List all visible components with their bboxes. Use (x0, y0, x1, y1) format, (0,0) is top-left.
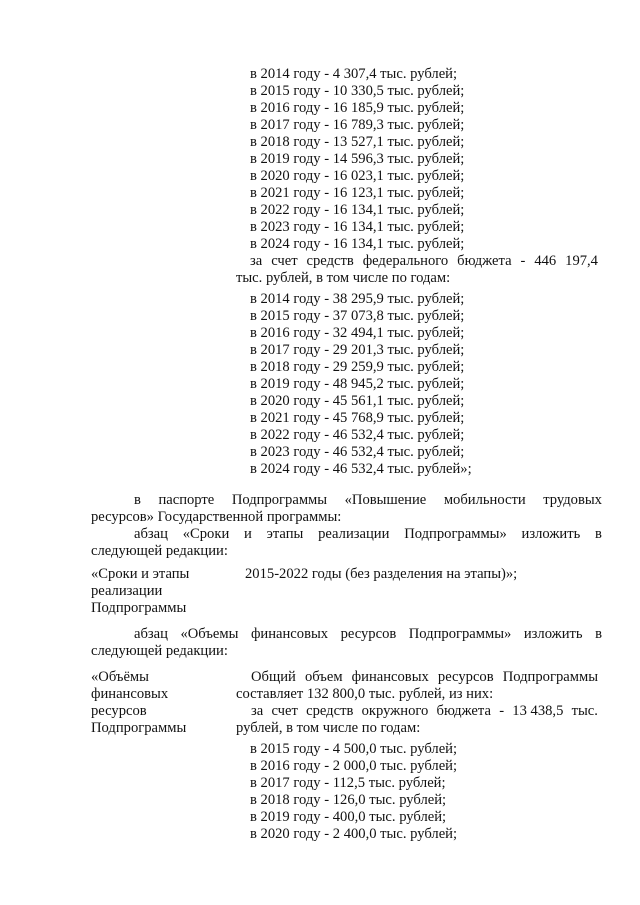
federal-year-2018: в 2018 году - 29 259,9 тыс. рублей; (250, 359, 465, 375)
word: средств (306, 253, 354, 269)
passport-paragraph-line-2: ресурсов» Государственной программы: (91, 509, 342, 525)
word: и (244, 526, 252, 542)
district-year-2015: в 2015 году - 4 500,0 тыс. рублей; (250, 741, 458, 757)
federal-year-2016: в 2016 году - 32 494,1 тыс. рублей; (250, 325, 465, 341)
regional-year-2014: в 2014 году - 4 307,4 тыс. рублей; (250, 66, 458, 82)
word: трудовых (543, 492, 602, 508)
federal-year-2022: в 2022 году - 46 532,4 тыс. рублей; (250, 427, 465, 443)
word: Подпрограммы» (408, 626, 512, 642)
word: тыс. (571, 703, 598, 719)
word: ресурсов (437, 669, 494, 685)
federal-year-2020: в 2020 году - 45 561,1 тыс. рублей; (250, 393, 465, 409)
regional-year-2019: в 2019 году - 14 596,3 тыс. рублей; (250, 151, 465, 167)
word: за (251, 703, 264, 719)
word: Подпрограммы (231, 492, 328, 508)
district-year-2018: в 2018 году - 126,0 тыс. рублей; (250, 792, 447, 808)
word: 13 438,5 (512, 703, 564, 719)
regional-year-2021: в 2021 году - 16 123,1 тыс. рублей; (250, 185, 465, 201)
word: бюджета (436, 703, 491, 719)
regional-year-2024: в 2024 году - 16 134,1 тыс. рублей; (250, 236, 465, 252)
regional-year-2023: в 2023 году - 16 134,1 тыс. рублей; (250, 219, 465, 235)
word: счет (271, 253, 298, 269)
word: «Сроки (182, 526, 230, 542)
district-year-2016: в 2016 году - 2 000,0 тыс. рублей; (250, 758, 458, 774)
federal-year-2021: в 2021 году - 45 768,9 тыс. рублей; (250, 410, 465, 426)
word: в (595, 626, 602, 642)
obemy-label-line-1: «Объёмы (91, 669, 149, 685)
word: финансовых (250, 626, 329, 642)
federal-year-2024: в 2024 году - 46 532,4 тыс. рублей»; (250, 461, 472, 477)
word: абзац (134, 626, 168, 642)
word: в (134, 492, 141, 508)
word: «Повышение (344, 492, 427, 508)
word: этапы (266, 526, 304, 542)
word: реализации (318, 526, 390, 542)
word: окружного (361, 703, 429, 719)
district-year-2017: в 2017 году - 112,5 тыс. рублей; (250, 775, 446, 791)
passport-paragraph-line-1 (134, 492, 602, 509)
word: абзац (134, 526, 168, 542)
word: за (250, 253, 263, 269)
word: изложить (523, 626, 583, 642)
word: 446 (534, 253, 557, 269)
sroki-label-line-2: реализации (91, 583, 163, 599)
word: изложить (521, 526, 581, 542)
abzac-obemy-line-1 (134, 626, 602, 643)
obemy-label-line-4: Подпрограммы (91, 720, 187, 736)
obemy-total-line-2: составляет 132 800,0 тыс. рублей, из них: (236, 686, 494, 702)
word: Подпрограммы (502, 669, 598, 685)
obemy-district-line-2: рублей, в том числе по годам: (236, 720, 421, 736)
word: Общий (251, 669, 296, 685)
word: - (520, 253, 526, 269)
word: средств (306, 703, 354, 719)
obemy-label-line-2: финансовых (91, 686, 169, 702)
abzac-sroki-line-1 (134, 526, 602, 543)
word: финансовых (351, 669, 429, 685)
federal-year-2019: в 2019 году - 48 945,2 тыс. рублей; (250, 376, 465, 392)
federal-year-2017: в 2017 году - 29 201,3 тыс. рублей; (250, 342, 465, 358)
abzac-sroki-line-2: следующей редакции: (91, 543, 228, 559)
word: «Объемы (180, 626, 239, 642)
word: бюджета (457, 253, 512, 269)
federal-budget-line (250, 253, 598, 270)
regional-year-2017: в 2017 году - 16 789,3 тыс. рублей; (250, 117, 465, 133)
word: Подпрограммы» (404, 526, 507, 542)
sroki-label-line-1: «Сроки и этапы (91, 566, 190, 582)
district-year-2020: в 2020 году - 2 400,0 тыс. рублей; (250, 826, 458, 842)
word: 197,4 (565, 253, 598, 269)
regional-year-2016: в 2016 году - 16 185,9 тыс. рублей; (250, 100, 465, 116)
word: мобильности (443, 492, 526, 508)
word: счет (271, 703, 298, 719)
word: - (499, 703, 505, 719)
obemy-total-line-1 (251, 669, 598, 686)
federal-year-2023: в 2023 году - 46 532,4 тыс. рублей; (250, 444, 465, 460)
federal-year-2015: в 2015 году - 37 073,8 тыс. рублей; (250, 308, 465, 324)
regional-year-2022: в 2022 году - 16 134,1 тыс. рублей; (250, 202, 465, 218)
obemy-label-line-3: ресурсов (91, 703, 147, 719)
word: ресурсов (340, 626, 397, 642)
abzac-obemy-line-2: следующей редакции: (91, 643, 228, 659)
district-year-2019: в 2019 году - 400,0 тыс. рублей; (250, 809, 447, 825)
federal-year-2014: в 2014 году - 38 295,9 тыс. рублей; (250, 291, 465, 307)
sroki-label-line-3: Подпрограммы (91, 600, 187, 616)
regional-year-2018: в 2018 году - 13 527,1 тыс. рублей; (250, 134, 465, 150)
word: федерального (362, 253, 449, 269)
federal-budget-line-2: тыс. рублей, в том числе по годам: (236, 270, 451, 286)
obemy-district-line-1 (251, 703, 598, 720)
word: объем (304, 669, 343, 685)
regional-year-2020: в 2020 году - 16 023,1 тыс. рублей; (250, 168, 465, 184)
word: в (595, 526, 602, 542)
regional-year-2015: в 2015 году - 10 330,5 тыс. рублей; (250, 83, 465, 99)
sroki-value: 2015-2022 годы (без разделения на этапы)»; (245, 566, 518, 582)
word: паспорте (158, 492, 215, 508)
